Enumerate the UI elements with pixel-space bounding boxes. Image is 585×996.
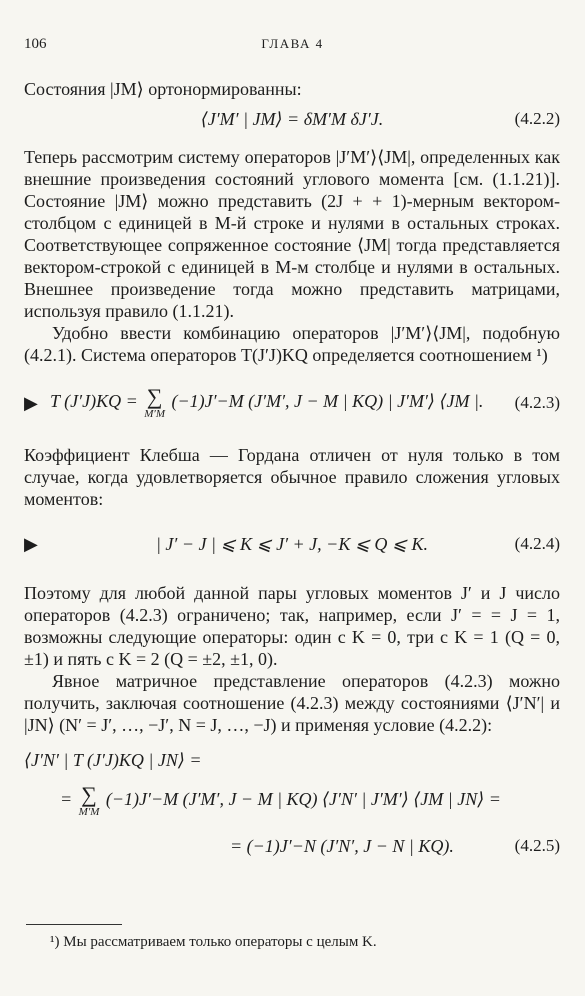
equation-4-2-5-line1 <box>24 744 560 776</box>
equation-number: (4.2.3) <box>514 393 560 412</box>
paragraph-matrix-representation: Явное матричное представление операторов (4.2.3) можно получить, заключая соотношение (4.2.3) между состояниями ⟨J′N′| и |JN⟩ (N′ = J′, …, −J′, N = J, …, −J) и применяя условие (4.2.2): <box>24 671 560 735</box>
paragraph-orthonormal: Состояния |JM⟩ ортонормированны: <box>24 79 302 99</box>
triangle-marker-icon: ▶ <box>24 393 38 413</box>
equation-number: (4.2.5) <box>514 836 560 855</box>
page-number: 106 <box>24 36 47 52</box>
equation-formula: ⟨J′M′ | JM⟩ = δM′M δJ′J. <box>200 109 384 129</box>
equation-line1: ⟨J′N′ | T (J′J)KQ | JN⟩ = <box>24 750 202 770</box>
main-text <box>24 78 560 866</box>
footnote-rule <box>26 924 122 925</box>
paragraph-clebsch-gordan: Коэффициент Клебша — Гордана отличен от нуля только в том случае, когда удовлетворяется обычное правило сложения угловых моментов: <box>24 445 560 509</box>
equation-body <box>24 386 560 420</box>
running-header <box>24 36 561 56</box>
footnote-text: Мы рассматриваем только операторы с целым K. <box>63 934 377 950</box>
sum-symbol: ∑ M′M <box>144 384 165 420</box>
equation-line3: = (−1)J′−N (J′N′, J − N | KQ). <box>230 836 454 856</box>
sum-symbol: ∑ M′M <box>78 782 100 818</box>
equation-line2: = ∑ M′M (−1)J′−M (J′M′, J − M | KQ) ⟨J′N′ | J′M′⟩ ⟨JM | JN⟩ = <box>60 782 501 818</box>
equation-number: (4.2.2) <box>514 109 560 128</box>
equation-4-2-4 <box>24 524 560 564</box>
equation-4-2-5-line2 <box>24 776 560 826</box>
chapter-title: ГЛАВА 4 <box>261 36 324 51</box>
equation-lhs: T (J′J)KQ = <box>50 391 138 412</box>
equation-formula: | J′ − J | ⩽ K ⩽ J′ + J, −K ⩽ Q ⩽ K. <box>155 534 428 554</box>
equation-rhs: (−1)J′−M (J′M′, J − M | KQ) | J′M′⟩ ⟨JM |. <box>171 391 484 412</box>
equation-4-2-5-line3 <box>24 826 560 866</box>
equation-4-2-2 <box>24 100 560 138</box>
paragraph-operator-count: Поэтому для любой данной пары угловых моментов J′ и J число операторов (4.2.3) ограничено; так, например, если J′ = = J = 1, возможны следующие операторы: один с K = 0, три с K = 1 (Q = 0, ±1) и пять с K = 2 (Q = ±2, ±1, 0). <box>24 583 560 669</box>
paragraph-operator-definition: Удобно ввести комбинацию операторов |J′M′⟩⟨JM|, подобную (4.2.1). Система операторов T(J′J)KQ определяется соотношением ¹) <box>24 323 560 365</box>
equation-4-2-3 <box>24 380 560 426</box>
footnote <box>50 934 377 951</box>
triangle-marker-icon: ▶ <box>24 534 38 554</box>
equation-number: (4.2.4) <box>514 534 560 553</box>
footnote-marker: ¹) <box>50 934 60 950</box>
paragraph-outer-products: Теперь рассмотрим систему операторов |J′M′⟩⟨JM|, определенных как внешние произведения состояний углового момента [см. (1.1.21)]. Состояние |JM⟩ можно представить (2J + + 1)-мерным вектором-столбцом с единицей в M-й строке и нулями в остальных строках. Соответствующее сопряженное состояние ⟨JM| тогда представляется вектором-строкой с единицей в M-м столбце и нулями в остальных. Внешнее произведение тогда можно представить матрицами, используя правило (1.1.21). <box>24 147 560 321</box>
